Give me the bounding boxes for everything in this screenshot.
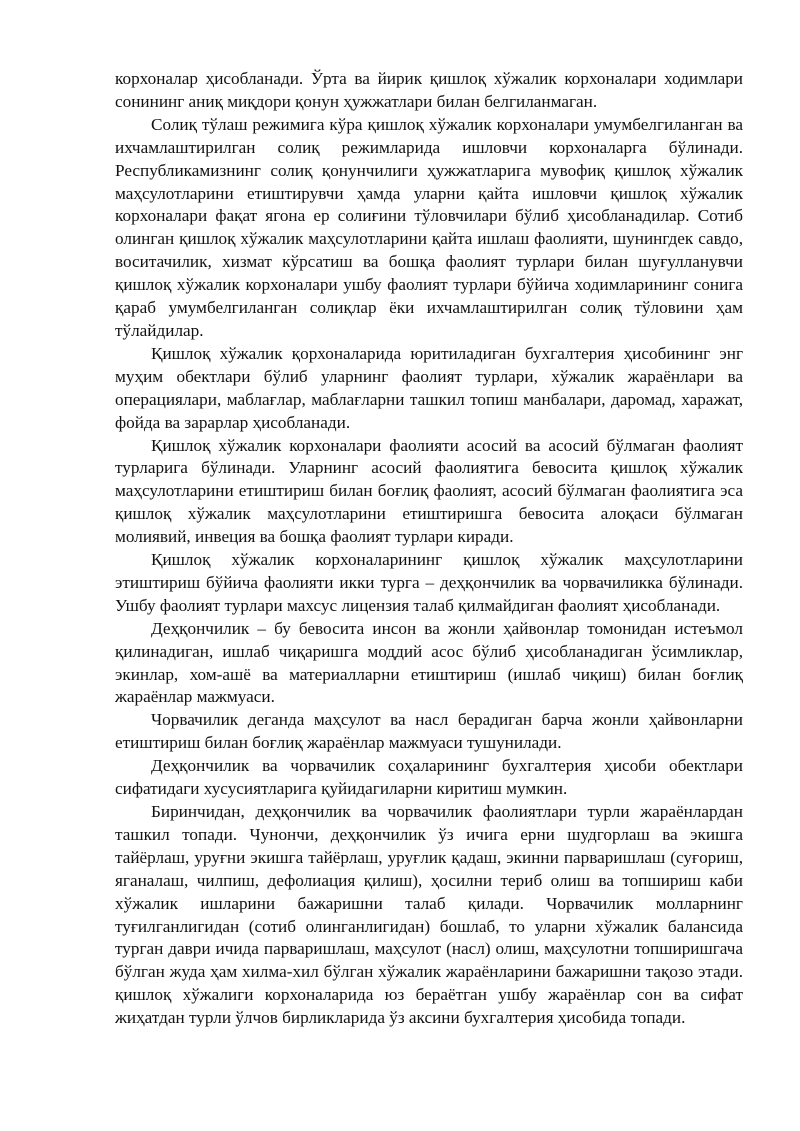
paragraph-tax-regime: Солиқ тўлаш режимига кўра қишлоқ хўжалик корхоналари умумбелгиланган ва ихчамлаштирилган солиқ режимларида ишловчи корхоналарга бўлинади. Республикамизнинг солиқ қонунчилиги ҳужжатларига мувофиқ қишлоқ хўжалик маҳсулотларини етиштирувчи ҳамда уларни қайта ишловчи қишлоқ хўжалик корхоналари фақат ягона ер солиғини тўловчилари бўлиб ҳисобланадилар. Сотиб олинган қишлоқ хўжалик маҳсулотларини қайта ишлаш фаолияти, шунингдек савдо, воситачилик, хизмат кўрсатиш ва бошқа фаолият турлари билан шуғулланувчи қишлоқ хўжалик корхоналари ушбу фаолият турлари бўйича ходимларининг сонига қараб умумбелгиланган солиқлар ёки ихчамлаштирилган солиқ тўловини ҳам тўлайдилар.: [115, 114, 743, 340]
paragraph-crop-farming-definition: Деҳқончилик – бу бевосита инсон ва жонли ҳайвонлар томонидан истеъмол қилинадиган, ишлаб чиқаришга моддий асос бўлиб ҳисобланадиган ўсимликлар, экинлар, хом-ашё ва материалларни етиштириш (ишлаб чиқиш) билан боғлиқ жараёнлар мажмуаси.: [115, 618, 743, 707]
paragraph-continuation: корхоналар ҳисобланади. Ўрта ва йирик қишлоқ хўжалик корхоналари ходимлари сонининг аниқ миқдори қонун ҳужжатлари билан белгиланмаган.: [115, 69, 743, 111]
paragraph-activity-types: Қишлоқ хўжалик корхоналари фаолияти асосий ва асосий бўлмаган фаолият турларига бўлинади. Уларнинг асосий фаолиятига бевосита қишлоқ хўжалик маҳсулотларини етиштириш билан боғлиқ фаолият, асосий бўлмаган фаолиятига эса қишлоқ хўжалик маҳсулотларини етиштиришга бевосита алоқаси бўлмаган молиявий, инвеция ва бошқа фаолият турлари киради.: [115, 435, 743, 547]
paragraph-accounting-objects: Қишлоқ хўжалик қорхоналарида юритиладиган бухгалтерия ҳисобининг энг муҳим обектлари бўлиб уларнинг фаолият турлари, хўжалик жараёнлари ва операциялари, маблағлар, маблағларни ташкил топиш манбалари, даромад, харажат, фойда ва зарарлар ҳисобланади.: [115, 343, 743, 432]
paragraph-livestock-definition: Чорвачилик деганда маҳсулот ва насл берадиган барча жонли ҳайвонларни етиштириш билан боғлиқ жараёнлар мажмуаси тушунилади.: [115, 710, 743, 753]
paragraph-first-feature: Биринчидан, деҳқончилик ва чорвачилик фаолиятлари турли жараёнлардан ташкил топади. Чунончи, деҳқончилик ўз ичига ерни шудгорлаш ва экишга тайёрлаш, уруғни экишга тайёрлаш, уруғлик қадаш, экинни парваришлаш (суғориш, яганалаш, чилпиш, дефолиация қилиш), ҳосилни териб олиш ва топшириш каби хўжалик ишларини бажаришни талаб қилади. Чорвачилик молларнинг туғилганлигидан (сотиб олинганлигидан) бошлаб, то уларни хўжалик балансида турган даври ичида парваришлаш, маҳсулот (насл) олиш, маҳсулотни топширишгача бўлган жуда ҳам хилма-хил бўлган хўжалик жараёнларини бажаришни тақозо этади. қишлоқ хўжалиги корхоналарида юз бераётган ушбу жараёнлар сон ва сифат жиҳатдан турли ўлчов бирликларида ўз аксини бухгалтерия ҳисобида топади.: [115, 802, 743, 1028]
paragraph-two-branches: Қишлоқ хўжалик корхоналарининг қишлоқ хўжалик маҳсулотларини этиштириш бўйича фаолияти икки турга – деҳқончилик ва чорвачиликка бўлинади. Ушбу фаолият турлари махсус лицензия талаб қилмайдиган фаолият ҳисобланади.: [115, 550, 743, 615]
paragraph-features-intro: Деҳқончилик ва чорвачилик соҳаларининг бухгалтерия ҳисоби обектлари сифатидаги хусусиятларига қуйидагиларни киритиш мумкин.: [115, 756, 743, 799]
document-page: [115, 68, 743, 1030]
